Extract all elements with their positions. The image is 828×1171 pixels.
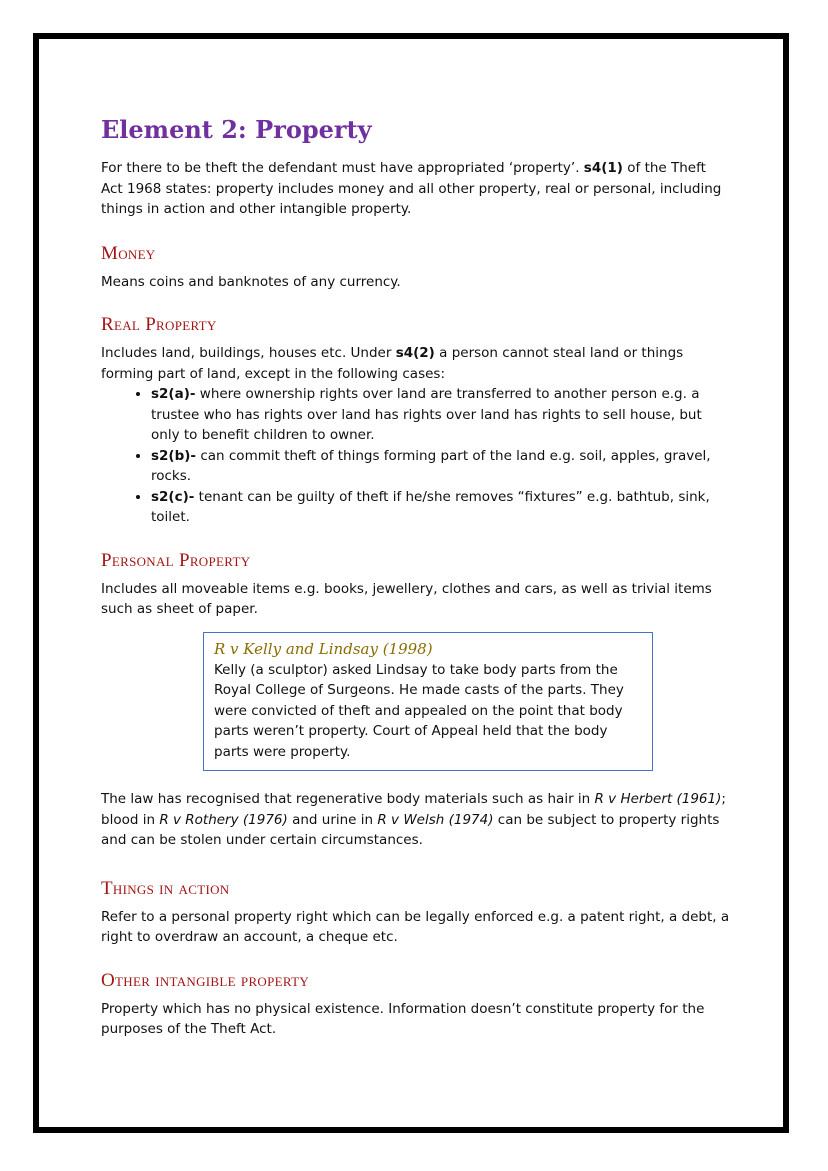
- other-intangible-text: Property which has no physical existence. Information doesn’t constitute property for the purposes of the Theft Act.: [101, 1000, 705, 1037]
- list-item-text: can commit theft of things forming part of the land e.g. soil, apples, gravel, rocks.: [151, 447, 711, 484]
- personal-property-text: Includes all moveable items e.g. books, jewellery, clothes and cars, as well as trivial items such as sheet of paper.: [101, 580, 712, 617]
- list-item-label: s2(c)-: [151, 488, 195, 505]
- case-ref-welsh: R v Welsh (1974): [377, 811, 494, 828]
- list-item-text: where ownership rights over land are transferred to another person e.g. a trustee who has rights over land has rights over land has rights to sell house, but only to benefit children to owner.: [151, 386, 702, 443]
- regen-text-4: can be subject to property rights and can be stolen under certain circumstances.: [101, 811, 720, 848]
- intro-text-1: For there to be theft the defendant must have appropriated ‘property’.: [101, 160, 584, 176]
- page-title: Element 2: Property: [101, 115, 372, 144]
- list-item-label: s2(b)-: [151, 447, 197, 464]
- case-ref-rothery: R v Rothery (1976): [159, 811, 288, 828]
- intro-paragraph: [101, 158, 731, 220]
- regen-text-1: The law has recognised that regenerative body materials such as hair in: [101, 791, 595, 807]
- real-section-ref: s4(2): [395, 345, 435, 361]
- list-item: [151, 384, 731, 446]
- case-ref-herbert: R v Herbert (1961): [594, 791, 722, 807]
- list-item: [151, 487, 731, 528]
- money-heading: Money: [101, 242, 156, 264]
- regenerative-materials-paragraph: [101, 789, 731, 851]
- things-in-action-text: Refer to a personal property right which can be legally enforced e.g. a patent right, a debt, a right to overdraw an account, a cheque etc.: [101, 908, 730, 945]
- case-text: Kelly (a sculptor) asked Lindsay to take body parts from the Royal College of Surgeons. He made casts of the parts. They were convicted of theft and appealed on the point that body parts weren’t property. Court of Appeal held that the body parts were property.: [214, 661, 624, 760]
- regen-text-3: and urine in: [287, 811, 378, 828]
- case-title: R v Kelly and Lindsay (1998): [214, 639, 433, 658]
- intro-text-2: of the Theft Act 1968 states: property includes money and all other property, real or personal, including things in action and other intangible property.: [101, 160, 722, 217]
- personal-property-heading: Personal Property: [101, 549, 251, 571]
- list-item-label: s2(a)-: [151, 386, 196, 402]
- real-property-text: [101, 343, 731, 384]
- things-in-action-heading: Things in action: [101, 877, 230, 899]
- document-body: [101, 114, 731, 1040]
- intro-section-ref: s4(1): [583, 160, 623, 176]
- list-item-text: tenant can be guilty of theft if he/she removes “fixtures” e.g. bathtub, sink, toilet.: [151, 488, 710, 525]
- real-text-1: Includes land, buildings, houses etc. Under: [101, 345, 396, 361]
- real-text-2: a person cannot steal land or things forming part of land, except in the following cases:: [101, 345, 684, 382]
- list-item: [151, 446, 731, 487]
- regen-text-2: ; blood in: [101, 791, 726, 828]
- real-property-list: [101, 384, 731, 528]
- money-text: Means coins and banknotes of any currency.: [101, 273, 401, 290]
- real-property-heading: Real Property: [101, 314, 217, 335]
- case-box: [203, 632, 653, 772]
- other-intangible-heading: Other intangible property: [101, 969, 310, 991]
